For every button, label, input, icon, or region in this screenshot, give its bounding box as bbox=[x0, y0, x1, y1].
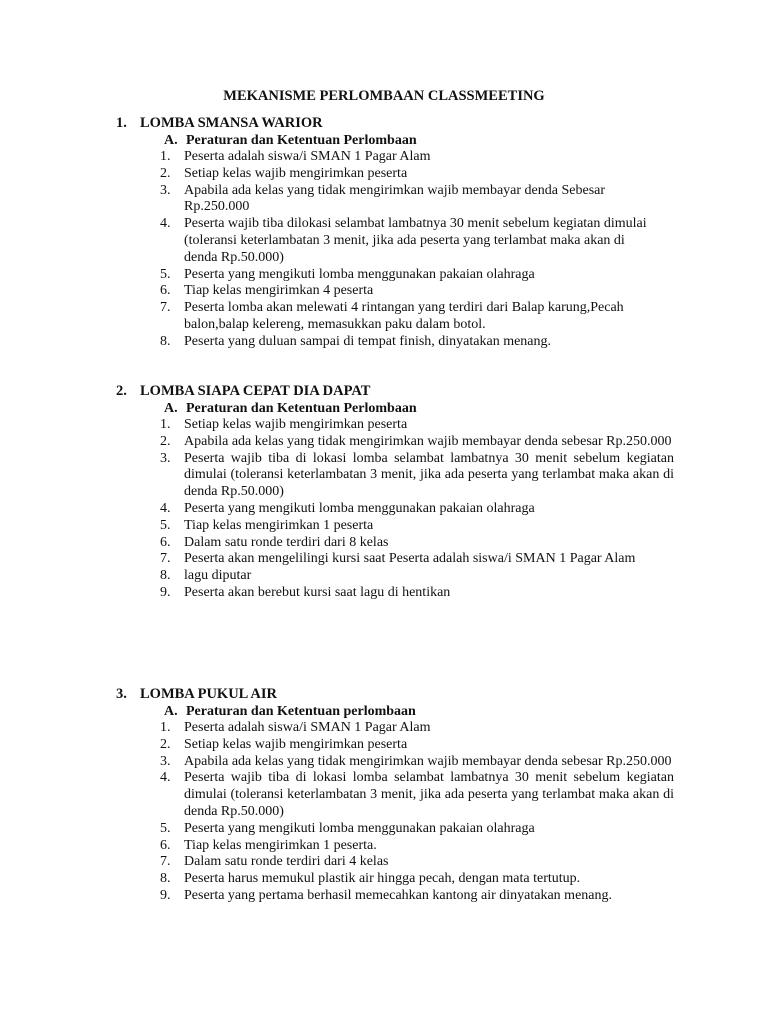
item-number: 1. bbox=[160, 417, 171, 432]
section-title: LOMBA SIAPA CEPAT DIA DAPAT bbox=[140, 383, 371, 399]
document-title: MEKANISME PERLOMBAAN CLASSMEETING bbox=[223, 88, 545, 104]
item-number: 2. bbox=[160, 736, 171, 752]
subsection-title: Peraturan dan Ketentuan Perlombaan bbox=[186, 401, 417, 416]
item-number: 2. bbox=[160, 433, 171, 449]
item-text: Peserta yang mengikuti lomba menggunakan pakaian olahraga bbox=[184, 820, 535, 836]
item-text: Setiap kelas wajib mengirimkan peserta bbox=[184, 165, 408, 181]
list-item bbox=[160, 267, 674, 284]
subsection-heading bbox=[164, 400, 417, 417]
subsection-letter: A. bbox=[164, 704, 178, 719]
list-item bbox=[160, 183, 674, 217]
item-number: 4. bbox=[160, 770, 171, 786]
list-item bbox=[160, 568, 674, 585]
item-number: 3. bbox=[160, 753, 171, 769]
item-text: Peserta wajib tiba di lokasi lomba selambat lambatnya 30 menit sebelum kegiatan dimulai (toleransi keterlambatan 3 menit, jika ada peserta yang terlambat maka akan di denda Rp.50.000) bbox=[184, 770, 674, 819]
item-number: 6. bbox=[160, 534, 171, 550]
item-text: Peserta adalah siswa/i SMAN 1 Pagar Alam bbox=[184, 149, 431, 164]
item-text: Apabila ada kelas yang tidak mengirimkan wajib membayar denda sebesar Rp.250.000 bbox=[184, 753, 672, 769]
item-number: 5. bbox=[160, 266, 171, 282]
list-item bbox=[160, 334, 674, 351]
item-text: Peserta wajib tiba dilokasi selambat lambatnya 30 menit sebelum kegiatan dimulai (toleransi keterlambatan 3 menit, jika ada peserta yang terlambat maka akan di denda Rp.50.000) bbox=[184, 216, 647, 265]
item-number: 7. bbox=[160, 551, 171, 567]
item-text: Peserta yang pertama berhasil memecahkan kantong air dinyatakan menang. bbox=[184, 887, 612, 903]
item-text: Peserta yang mengikuti lomba menggunakan pakaian olahraga bbox=[184, 500, 535, 516]
subsection-letter: A. bbox=[164, 133, 178, 148]
list-item bbox=[160, 417, 674, 434]
list-item bbox=[160, 838, 674, 855]
item-number: 6. bbox=[160, 837, 171, 853]
subsection-letter: A. bbox=[164, 401, 178, 416]
item-text: Setiap kelas wajib mengirimkan peserta bbox=[184, 736, 408, 752]
item-number: 6. bbox=[160, 283, 171, 299]
item-number: 4. bbox=[160, 500, 171, 516]
section-heading bbox=[116, 115, 323, 132]
item-number: 5. bbox=[160, 517, 171, 533]
list-item bbox=[160, 451, 674, 501]
list-item bbox=[160, 854, 674, 871]
section-number: 1. bbox=[116, 115, 127, 131]
section-heading bbox=[116, 383, 370, 400]
rules-list bbox=[160, 417, 674, 602]
subsection-heading bbox=[164, 703, 416, 720]
list-item bbox=[160, 585, 674, 602]
section-heading bbox=[116, 686, 277, 703]
subsection-title: Peraturan dan Ketentuan perlombaan bbox=[186, 704, 416, 719]
item-text: Setiap kelas wajib mengirimkan peserta bbox=[184, 417, 408, 432]
list-item bbox=[160, 871, 674, 888]
list-item bbox=[160, 551, 674, 568]
list-item bbox=[160, 770, 674, 820]
item-number: 9. bbox=[160, 584, 171, 600]
list-item bbox=[160, 501, 674, 518]
item-text: Peserta harus memukul plastik air hingga pecah, dengan mata tertutup. bbox=[184, 871, 581, 887]
section-title: LOMBA SMANSA WARIOR bbox=[140, 115, 323, 131]
item-text: Peserta akan berebut kursi saat lagu di hentikan bbox=[184, 584, 451, 600]
list-item bbox=[160, 166, 674, 183]
item-text: Peserta adalah siswa/i SMAN 1 Pagar Alam bbox=[184, 720, 431, 735]
item-text: Tiap kelas mengirimkan 1 peserta bbox=[184, 517, 374, 533]
item-number: 1. bbox=[160, 149, 171, 164]
item-text: Peserta akan mengelilingi kursi saat Peserta adalah siswa/i SMAN 1 Pagar Alam bbox=[184, 551, 636, 567]
item-text: Dalam satu ronde terdiri dari 4 kelas bbox=[184, 854, 389, 870]
list-item bbox=[160, 888, 674, 905]
list-item bbox=[160, 821, 674, 838]
subsection-title: Peraturan dan Ketentuan Perlombaan bbox=[186, 133, 417, 148]
item-text: Peserta lomba akan melewati 4 rintangan yang terdiri dari Balap karung,Pecah balon,balap kelereng, memasukkan paku dalam botol. bbox=[184, 300, 624, 332]
item-number: 2. bbox=[160, 165, 171, 181]
rules-list bbox=[160, 149, 674, 351]
subsection-heading bbox=[164, 132, 417, 149]
item-text: Peserta wajib tiba di lokasi lomba selambat lambatnya 30 menit sebelum kegiatan dimulai (toleransi keterlambatan 3 menit, jika ada peserta yang terlambat maka akan di denda Rp.50.000) bbox=[184, 450, 674, 500]
item-number: 9. bbox=[160, 887, 171, 903]
item-text: Peserta yang duluan sampai di tempat finish, dinyatakan menang. bbox=[184, 333, 552, 349]
list-item bbox=[160, 737, 674, 754]
item-text: Peserta yang mengikuti lomba menggunakan pakaian olahraga bbox=[184, 266, 535, 282]
list-item bbox=[160, 149, 674, 166]
item-number: 3. bbox=[160, 182, 171, 198]
list-item bbox=[160, 216, 674, 266]
list-item bbox=[160, 434, 674, 451]
item-text: Dalam satu ronde terdiri dari 8 kelas bbox=[184, 534, 389, 550]
item-text: Apabila ada kelas yang tidak mengirimkan wajib membayar denda sebesar Rp.250.000 bbox=[184, 433, 672, 449]
section-title: LOMBA PUKUL AIR bbox=[140, 686, 277, 702]
item-text: Apabila ada kelas yang tidak mengirimkan wajib membayar denda Sebesar Rp.250.000 bbox=[184, 182, 606, 215]
list-item bbox=[160, 283, 674, 300]
list-item bbox=[160, 535, 674, 552]
section-number: 3. bbox=[116, 686, 127, 702]
list-item bbox=[160, 754, 674, 771]
item-number: 1. bbox=[160, 720, 171, 735]
item-number: 3. bbox=[160, 450, 171, 466]
section-number: 2. bbox=[116, 383, 127, 399]
item-number: 4. bbox=[160, 216, 171, 232]
item-text: Tiap kelas mengirimkan 1 peserta. bbox=[184, 837, 377, 853]
item-number: 8. bbox=[160, 333, 171, 349]
item-number: 5. bbox=[160, 820, 171, 836]
list-item bbox=[160, 720, 674, 737]
rules-list bbox=[160, 720, 674, 905]
item-number: 7. bbox=[160, 300, 171, 316]
list-item bbox=[160, 518, 674, 535]
item-text: Tiap kelas mengirimkan 4 peserta bbox=[184, 283, 374, 299]
item-text: lagu diputar bbox=[184, 568, 252, 584]
list-item bbox=[160, 300, 674, 334]
item-number: 7. bbox=[160, 854, 171, 870]
item-number: 8. bbox=[160, 568, 171, 584]
item-number: 8. bbox=[160, 871, 171, 887]
